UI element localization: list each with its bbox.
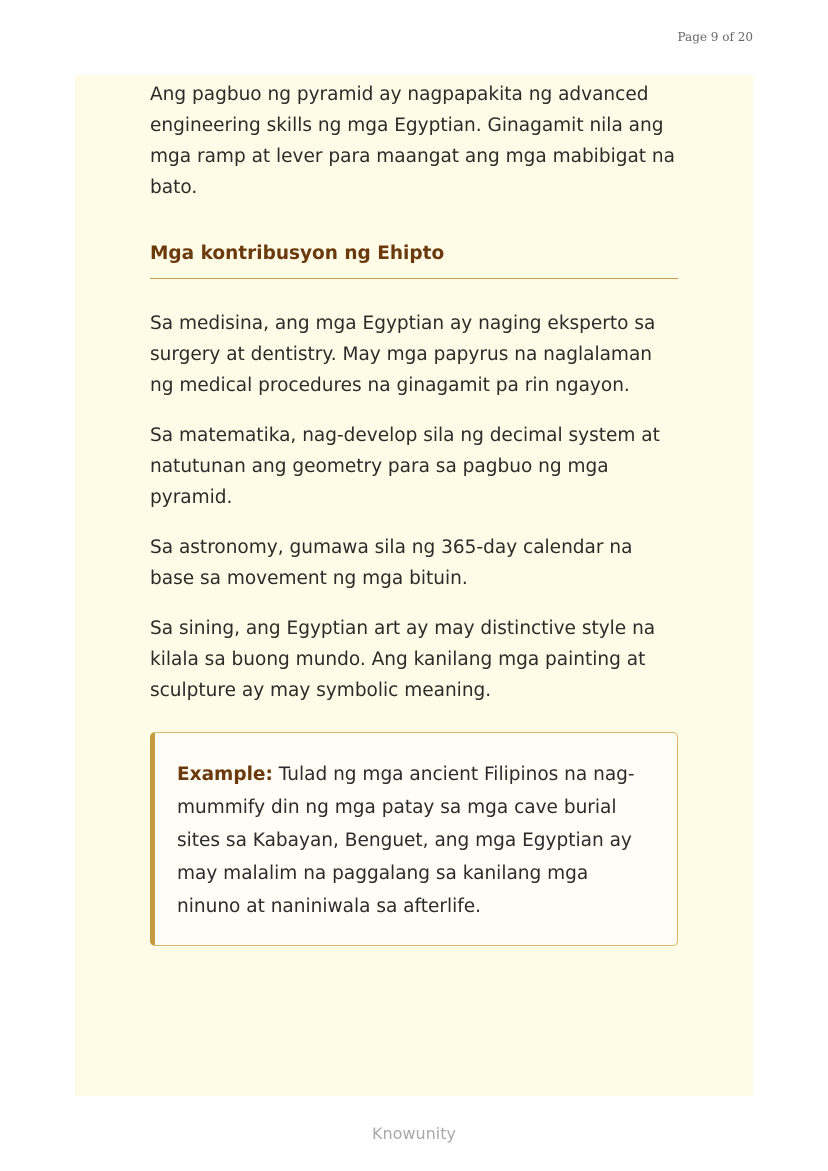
content-panel (75, 75, 753, 1096)
paragraph-mathematics: Sa matematika, nag-develop sila ng decimal system at natutunan ang geometry para sa pagbuo ng mga pyramid. (150, 425, 660, 508)
paragraph-art: Sa sining, ang Egyptian art ay may distinctive style na kilala sa buong mundo. Ang kanilang mga painting at sculpture ay may symbolic meaning. (150, 618, 656, 701)
body-paragraphs (150, 308, 678, 706)
example-body: Tulad ng mga ancient Filipinos na nag-mummify din ng mga patay sa mga cave burial sites sa Kabayan, Benguet, ang mga Egyptian ay may malalim na paggalang sa kanilang mga ninuno at naniniwala sa afterlife. (177, 764, 635, 917)
section-heading: Mga kontribusyon ng Ehipto (150, 243, 445, 264)
paragraph-astronomy: Sa astronomy, gumawa sila ng 365-day calendar na base sa movement ng mga bituin. (150, 537, 633, 589)
page-number: Page 9 of 20 (677, 30, 753, 44)
content-column (150, 79, 678, 706)
paragraph-medicine: Sa medisina, ang mga Egyptian ay naging eksperto sa surgery at dentistry. May mga papyrus na naglalaman ng medical procedures na ginagamit pa rin ngayon. (150, 313, 656, 396)
intro-paragraph: Ang pagbuo ng pyramid ay nagpapakita ng advanced engineering skills ng mga Egyptian. Ginagamit nila ang mga ramp at lever para maangat ang mga mabibigat na bato. (150, 84, 675, 198)
example-callout (150, 732, 678, 946)
footer-brand: Knowunity (372, 1124, 456, 1143)
heading-divider (150, 278, 678, 279)
example-label: Example: (177, 764, 273, 785)
example-text (177, 758, 649, 923)
